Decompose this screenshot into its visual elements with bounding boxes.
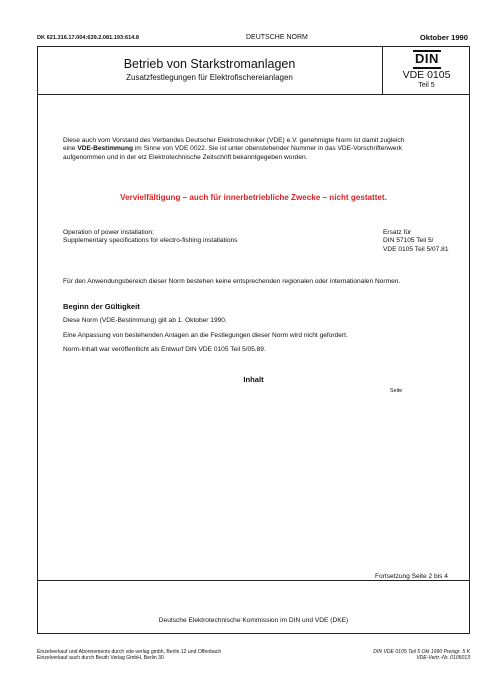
validity-paragraph: Eine Anpassung von bestehenden Anlagen an die Festlegungen dieser Norm wird nicht gefordert. <box>63 332 348 339</box>
document-header <box>37 33 470 45</box>
continuation-note: Fortsetzung Seite 2 bis 4 <box>375 573 448 580</box>
replacement-line: DIN 57105 Teil 5/ <box>383 237 434 245</box>
issue-date: Oktober 1990 <box>419 33 468 42</box>
committee-line: Deutsche Elektrotechnische Kommission im DIN und VDE (DKE) <box>158 617 349 624</box>
din-logo <box>415 52 439 65</box>
toc-page-column-label: Seite <box>390 388 403 394</box>
validity-heading: Beginn der Gültigkeit <box>63 302 140 311</box>
footer-right <box>320 649 470 662</box>
din-block <box>383 46 470 94</box>
footer-line: Einzelverkauf und Abonnements durch vde-verlag gmbh, Berlin 12 und Offenbach <box>37 649 222 655</box>
replacement-line: VDE 0105 Teil 5/07.81 <box>383 245 449 253</box>
intro-line <box>63 145 463 153</box>
validity-paragraph: Diese Norm (VDE-Bestimmung) gilt ab 1. Oktober 1990. <box>63 317 227 324</box>
intro-bold-term: VDE-Bestimmung <box>77 145 133 153</box>
norm-label: DEUTSCHE NORM <box>246 34 308 41</box>
title-block <box>37 46 382 94</box>
intro-line: Diese auch vom Vorstand des Verbandes Deutscher Elektrotechniker (VDE) e.V. genehmigte Norm ist damit zugleich <box>63 137 405 144</box>
validity-paragraph: Norm-Inhalt war veröffentlicht als Entwurf DIN VDE 0105 Teil 5/05.89. <box>63 346 266 353</box>
footer-line: DIN VDE 0105 Teil 5 Okt 1990 Preisgr. 5 K <box>373 649 470 655</box>
english-title <box>63 229 333 246</box>
replacement-info <box>383 229 473 254</box>
footer-left <box>37 649 297 662</box>
intro-paragraph <box>63 137 463 162</box>
footer-line: Einzelverkauf auch durch Beuth Verlag GmbH, Berlin 30 <box>37 655 164 662</box>
document-subtitle: Zusatzfestlegungen für Elektrofischereianlagen <box>126 73 293 82</box>
intro-line: aufgenommen und in der etz Elektrotechnische Zeitschrift bekanntgegeben worden. <box>63 153 308 161</box>
document-title: Betrieb von Starkstromanlagen <box>123 57 296 71</box>
english-title-line: Supplementary specifications for electro-fishing installations <box>63 237 238 245</box>
footer-line: VDE-Vertr.-Nr. 0105013 <box>416 655 470 662</box>
din-logo-overline <box>413 50 441 52</box>
divider <box>37 94 470 95</box>
dk-classification: DK 621.316.17.004:639.2.081.193:614.8 <box>37 35 140 41</box>
intro-text: im Sinne von VDE 0022. Sie ist unter obenstehender Nummer in das VDE-Vorschriftenwerk <box>133 145 403 153</box>
toc-heading: Inhalt <box>243 375 264 384</box>
din-logo-text: DIN <box>415 51 439 66</box>
part-number: Teil 5 <box>418 82 435 89</box>
english-title-line: Operation of power installation; <box>63 229 154 236</box>
scope-note: Für den Anwendungsbereich dieser Norm bestehen keine entsprechenden regionalen oder internationalen Normen. <box>63 278 401 285</box>
divider <box>37 633 470 634</box>
copy-notice: Vervielfältigung – auch für innerbetriebliche Zwecke – nicht gestattet. <box>120 193 387 202</box>
vde-number: VDE 0105 <box>402 69 451 81</box>
replacement-label: Ersatz für <box>383 229 412 236</box>
intro-text: eine <box>63 145 78 153</box>
